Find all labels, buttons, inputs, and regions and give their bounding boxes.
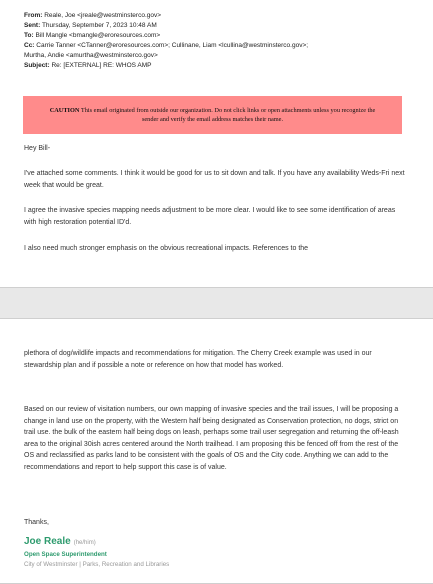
paragraph-2: I agree the invasive species mapping needs adjustment to be more clear. I would like to see some identification of areas with high restoration potential ID'd. xyxy=(24,207,396,226)
subject-row xyxy=(24,61,414,71)
subject-value: Re: [EXTERNAL] RE: WHOS AMP xyxy=(51,62,152,69)
to-row xyxy=(24,31,414,41)
paragraph-4: Based on our review of visitation numbers, our own mapping of invasive species and the trail issues, I will be proposing a change in land use on the property, with the Western half being designated as Conservation protection, no dogs, strict on trail use. the bulk of the eastern half being dogs on leash, perhaps some trail user segregation and returning the off-leash area to the original 30ish acres centered around the North trailhead. I am proposing this be fenced off from the rest of the OS and reclassified as parks land to be consistent with the goals of OS and the City code. Anything we can add to the recommendations and report to help support this case is of value. xyxy=(24,406,399,471)
from-label: From: xyxy=(24,12,43,19)
signature-name xyxy=(24,536,96,547)
sent-value: Thursday, September 7, 2023 10:48 AM xyxy=(41,22,157,29)
cc-row-continued xyxy=(24,51,414,61)
cc-label: Cc: xyxy=(24,42,35,49)
signature-name-text: Joe Reale xyxy=(24,536,71,547)
greeting: Hey Bill- xyxy=(24,145,51,152)
cc-value-continued: Murtha, Andie <amurtha@westminsterco.gov> xyxy=(24,52,158,59)
caution-text: This email originated from outside our organization. Do not click links or open attachments unless you recognize the sender and verify the email address matches their name. xyxy=(79,107,376,123)
signature-pronouns: (he/him) xyxy=(73,540,96,546)
paragraph-3-start: I also need much stronger emphasis on the obvious recreational impacts. References to the xyxy=(24,245,309,252)
sent-row xyxy=(24,21,414,31)
cc-value: Carrie Tanner <CTanner@eroresources.com>; Cullinane, Liam <lcullina@westminsterco.gov>; xyxy=(36,42,309,49)
caution-banner xyxy=(23,96,402,134)
subject-label: Subject: xyxy=(24,62,50,69)
paragraph-1: I've attached some comments. I think it would be good for us to sit down and talk. If you have any availability Weds-Fri next week that would be great. xyxy=(24,170,405,189)
from-row xyxy=(24,11,414,21)
signature-organization: City of Westminster | Parks, Recreation and Libraries xyxy=(24,561,170,568)
to-value: Bill Mangle <bmangle@eroresources.com> xyxy=(35,32,161,39)
email-header xyxy=(24,11,414,71)
caution-label: CAUTION xyxy=(49,107,80,114)
to-label: To: xyxy=(24,32,34,39)
page-1 xyxy=(0,0,433,288)
signature-title: Open Space Superintendent xyxy=(24,551,107,558)
sent-label: Sent: xyxy=(24,22,41,29)
paragraph-3-continued: plethora of dog/wildlife impacts and recommendations for mitigation. The Cherry Creek example was used in our stewardship plan and if possible a note or reference on how that model has worked. xyxy=(24,350,372,369)
closing: Thanks, xyxy=(24,519,49,526)
from-value: Reale, Joe <jreale@westminsterco.gov> xyxy=(44,12,162,19)
cc-row xyxy=(24,41,414,51)
